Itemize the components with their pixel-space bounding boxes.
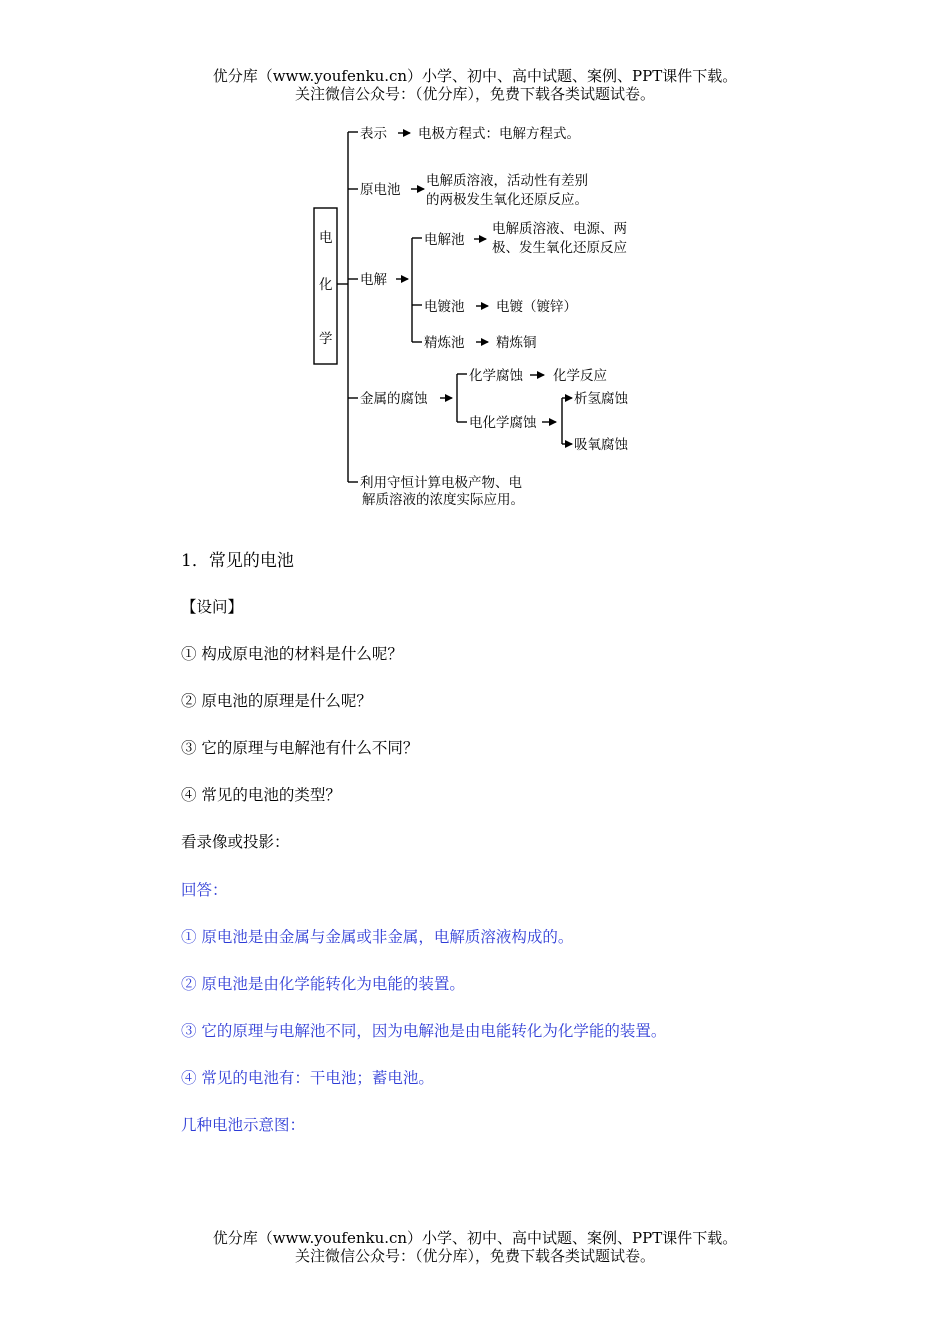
root-char-2: 化 [319,277,333,293]
answer-label: 回答： [181,881,228,899]
page-header [0,67,950,103]
node-liyong-2: 解质溶液的浓度实际应用。 [362,492,524,508]
question-1: ① 构成原电池的材料是什么呢？ [181,645,403,663]
footer-line-1: 优分库（www.youfenku.cn）小学、初中、高中试题、案例、PPT课件下载。 [212,1229,738,1247]
node-huaxue-fushi: 化学腐蚀 [469,368,523,384]
node-diandu: 电镀池 [424,299,465,315]
node-yuandianchi: 原电池 [360,182,401,198]
node-xiqing: 析氢腐蚀 [574,391,628,407]
root-char-1: 电 [319,230,333,246]
node-biaoshi-result: 电极方程式：电解方程式。 [418,126,580,142]
root-char-3: 学 [319,331,333,347]
footer-line-2: 关注微信公众号：（优分库），免费下载各类试题试卷。 [294,1247,655,1265]
node-dianjie: 电解 [360,272,387,288]
answer-4: ④ 常见的电池有：干电池；蓄电池。 [181,1069,434,1087]
question-3: ③ 它的原理与电解池有什么不同？ [181,739,419,757]
node-dianjiechi-result-2: 极、发生氧化还原反应 [492,240,627,256]
section-title: 1．常见的电池 [181,551,294,571]
node-huaxue-fanying: 化学反应 [553,368,607,384]
node-dianhuaxue-fushi: 电化学腐蚀 [469,415,537,431]
node-dianjiechi-result-1: 电解质溶液、电源、两 [492,221,627,237]
node-yuandianchi-result-2: 的两极发生氧化还原反应。 [426,192,588,208]
node-jinglian: 精炼池 [424,335,465,351]
diagram-intro: 几种电池示意图： [181,1116,306,1134]
question-2: ② 原电池的原理是什么呢？ [181,692,372,710]
node-biaoshi: 表示 [360,126,387,142]
question-heading: 【设问】 [181,598,244,616]
electrochemistry-concept-diagram [300,118,660,518]
page-footer [0,1229,950,1265]
watch-prompt: 看录像或投影： [181,833,290,851]
node-yuandianchi-result-1: 电解质溶液，活动性有差别 [426,173,588,189]
question-4: ④ 常见的电池的类型？ [181,786,341,804]
answer-3: ③ 它的原理与电解池不同，因为电解池是由电能转化为化学能的装置。 [181,1022,667,1040]
node-dianjiechi: 电解池 [424,232,465,248]
node-xiyang: 吸氧腐蚀 [574,437,628,453]
node-diandu-result: 电镀（镀锌） [496,299,577,315]
header-line-2: 关注微信公众号：（优分库），免费下载各类试题试卷。 [294,85,655,103]
node-fushi: 金属的腐蚀 [360,391,428,407]
node-jinglian-result: 精炼铜 [496,335,537,351]
header-line-1: 优分库（www.youfenku.cn）小学、初中、高中试题、案例、PPT课件下载。 [212,67,738,85]
answer-1: ① 原电池是由金属与金属或非金属，电解质溶液构成的。 [181,928,574,946]
answer-2: ② 原电池是由化学能转化为电能的装置。 [181,975,465,993]
node-liyong-1: 利用守恒计算电极产物、电 [360,475,522,491]
